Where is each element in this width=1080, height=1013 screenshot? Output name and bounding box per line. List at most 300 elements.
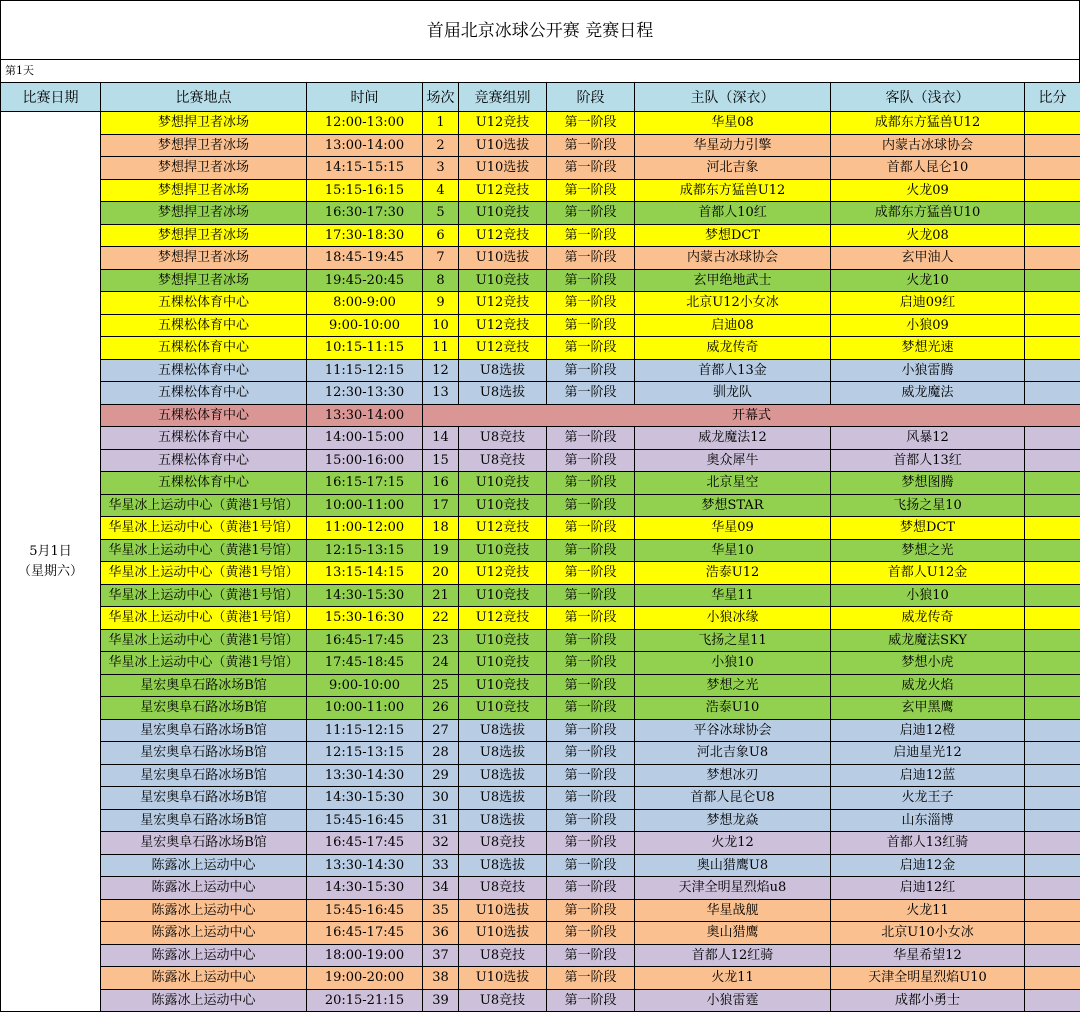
group-cell: U10选拔 [459, 922, 547, 945]
venue-cell: 五棵松体育中心 [101, 359, 307, 382]
match-no-cell: 13 [423, 382, 459, 405]
away-team-cell: 梦想之光 [831, 539, 1025, 562]
time-cell: 15:45-16:45 [307, 899, 423, 922]
home-team-cell: 华星战舰 [635, 899, 831, 922]
time-cell: 11:15-12:15 [307, 719, 423, 742]
score-cell[interactable] [1025, 517, 1080, 540]
home-team-cell: 梦想冰刃 [635, 764, 831, 787]
home-team-cell: 华星09 [635, 517, 831, 540]
score-cell[interactable] [1025, 809, 1080, 832]
venue-cell: 梦想捍卫者冰场 [101, 157, 307, 180]
time-cell: 14:00-15:00 [307, 427, 423, 450]
stage-cell: 第一阶段 [547, 494, 635, 517]
time-cell: 14:30-15:30 [307, 877, 423, 900]
group-cell: U10竞技 [459, 494, 547, 517]
venue-cell: 五棵松体育中心 [101, 382, 307, 405]
home-team-cell: 奥众犀牛 [635, 449, 831, 472]
home-team-cell: 北京星空 [635, 472, 831, 495]
score-cell[interactable] [1025, 922, 1080, 945]
home-team-cell: 奥山猎鹰U8 [635, 854, 831, 877]
home-team-cell: 平谷冰球协会 [635, 719, 831, 742]
group-cell: U8选拔 [459, 764, 547, 787]
stage-cell: 第一阶段 [547, 674, 635, 697]
stage-cell: 第一阶段 [547, 697, 635, 720]
home-team-cell: 梦想龙焱 [635, 809, 831, 832]
table-row [1, 112, 1080, 135]
away-team-cell: 梦想图腾 [831, 472, 1025, 495]
stage-cell: 第一阶段 [547, 809, 635, 832]
match-no-cell: 34 [423, 877, 459, 900]
home-team-cell: 梦想STAR [635, 494, 831, 517]
stage-cell: 第一阶段 [547, 179, 635, 202]
home-team-cell: 驯龙队 [635, 382, 831, 405]
stage-cell: 第一阶段 [547, 877, 635, 900]
group-cell: U12竞技 [459, 337, 547, 360]
stage-cell: 第一阶段 [547, 584, 635, 607]
away-team-cell: 启迪12橙 [831, 719, 1025, 742]
stage-cell: 第一阶段 [547, 764, 635, 787]
away-team-cell: 成都小勇士 [831, 989, 1025, 1012]
time-cell: 13:30-14:30 [307, 854, 423, 877]
header-time: 时间 [307, 83, 423, 112]
away-team-cell: 启迪09红 [831, 292, 1025, 315]
group-cell: U8竞技 [459, 449, 547, 472]
header-stage: 阶段 [547, 83, 635, 112]
match-no-cell: 5 [423, 202, 459, 225]
score-cell[interactable] [1025, 854, 1080, 877]
home-team-cell: 奥山猎鹰 [635, 922, 831, 945]
venue-cell: 华星冰上运动中心（黄港1号馆） [101, 517, 307, 540]
venue-cell: 华星冰上运动中心（黄港1号馆） [101, 629, 307, 652]
match-no-cell: 21 [423, 584, 459, 607]
group-cell: U12竞技 [459, 562, 547, 585]
stage-cell: 第一阶段 [547, 314, 635, 337]
score-cell[interactable] [1025, 269, 1080, 292]
group-cell: U8选拔 [459, 742, 547, 765]
score-cell[interactable] [1025, 674, 1080, 697]
stage-cell: 第一阶段 [547, 832, 635, 855]
day-label: 第1天 [0, 60, 1080, 82]
away-team-cell: 梦想小虎 [831, 652, 1025, 675]
time-cell: 12:15-13:15 [307, 742, 423, 765]
time-cell: 16:45-17:45 [307, 922, 423, 945]
time-cell: 11:00-12:00 [307, 517, 423, 540]
match-no-cell: 19 [423, 539, 459, 562]
match-no-cell: 36 [423, 922, 459, 945]
group-cell: U8选拔 [459, 809, 547, 832]
stage-cell: 第一阶段 [547, 517, 635, 540]
score-cell[interactable] [1025, 584, 1080, 607]
match-date-cell [1, 112, 101, 1012]
table-row [1, 314, 1080, 337]
group-cell: U12竞技 [459, 607, 547, 630]
home-team-cell: 威龙魔法12 [635, 427, 831, 450]
time-cell: 16:30-17:30 [307, 202, 423, 225]
venue-cell: 梦想捍卫者冰场 [101, 202, 307, 225]
match-no-cell: 32 [423, 832, 459, 855]
venue-cell: 梦想捍卫者冰场 [101, 269, 307, 292]
score-cell[interactable] [1025, 607, 1080, 630]
stage-cell: 第一阶段 [547, 427, 635, 450]
table-row [1, 269, 1080, 292]
time-cell: 18:45-19:45 [307, 247, 423, 270]
away-team-cell: 天津全明星烈焰U10 [831, 967, 1025, 990]
time-cell: 10:15-11:15 [307, 337, 423, 360]
score-cell[interactable] [1025, 134, 1080, 157]
home-team-cell: 内蒙古冰球协会 [635, 247, 831, 270]
match-no-cell: 22 [423, 607, 459, 630]
score-cell[interactable] [1025, 967, 1080, 990]
table-row [1, 764, 1080, 787]
score-cell[interactable] [1025, 719, 1080, 742]
time-cell: 10:00-11:00 [307, 697, 423, 720]
away-team-cell: 威龙传奇 [831, 607, 1025, 630]
table-row [1, 449, 1080, 472]
score-cell[interactable] [1025, 494, 1080, 517]
group-cell: U10选拔 [459, 134, 547, 157]
venue-cell: 五棵松体育中心 [101, 472, 307, 495]
match-no-cell: 35 [423, 899, 459, 922]
home-team-cell: 浩泰U12 [635, 562, 831, 585]
group-cell: U10竞技 [459, 697, 547, 720]
time-cell: 11:15-12:15 [307, 359, 423, 382]
stage-cell: 第一阶段 [547, 562, 635, 585]
away-team-cell: 首都人13红骑 [831, 832, 1025, 855]
away-team-cell: 华星希望12 [831, 944, 1025, 967]
match-no-cell: 4 [423, 179, 459, 202]
away-team-cell: 梦想光速 [831, 337, 1025, 360]
venue-cell: 梦想捍卫者冰场 [101, 112, 307, 135]
home-team-cell: 梦想之光 [635, 674, 831, 697]
stage-cell: 第一阶段 [547, 449, 635, 472]
table-row [1, 179, 1080, 202]
home-team-cell: 梦想DCT [635, 224, 831, 247]
match-no-cell: 2 [423, 134, 459, 157]
stage-cell: 第一阶段 [547, 629, 635, 652]
group-cell: U8竞技 [459, 832, 547, 855]
match-no-cell: 38 [423, 967, 459, 990]
stage-cell: 第一阶段 [547, 607, 635, 630]
time-cell: 13:30-14:30 [307, 764, 423, 787]
group-cell: U10选拔 [459, 899, 547, 922]
match-no-cell: 11 [423, 337, 459, 360]
stage-cell: 第一阶段 [547, 922, 635, 945]
match-no-cell: 20 [423, 562, 459, 585]
score-cell[interactable] [1025, 539, 1080, 562]
table-row [1, 832, 1080, 855]
away-team-cell: 玄甲黑鹰 [831, 697, 1025, 720]
time-cell: 15:45-16:45 [307, 809, 423, 832]
time-cell: 12:30-13:30 [307, 382, 423, 405]
away-team-cell: 小狼雷腾 [831, 359, 1025, 382]
stage-cell: 第一阶段 [547, 742, 635, 765]
venue-cell: 陈露冰上运动中心 [101, 854, 307, 877]
away-team-cell: 火龙11 [831, 899, 1025, 922]
table-row [1, 157, 1080, 180]
venue-cell: 华星冰上运动中心（黄港1号馆） [101, 584, 307, 607]
stage-cell: 第一阶段 [547, 652, 635, 675]
schedule-table [0, 82, 1080, 1012]
time-cell: 17:45-18:45 [307, 652, 423, 675]
away-team-cell: 火龙10 [831, 269, 1025, 292]
score-cell[interactable] [1025, 562, 1080, 585]
group-cell: U8选拔 [459, 382, 547, 405]
table-row [1, 742, 1080, 765]
time-cell: 13:30-14:00 [307, 404, 423, 427]
home-team-cell: 火龙11 [635, 967, 831, 990]
venue-cell: 陈露冰上运动中心 [101, 899, 307, 922]
venue-cell: 陈露冰上运动中心 [101, 922, 307, 945]
score-cell[interactable] [1025, 832, 1080, 855]
score-cell[interactable] [1025, 112, 1080, 135]
score-cell[interactable] [1025, 787, 1080, 810]
header-away-team: 客队（浅衣） [831, 83, 1025, 112]
match-no-cell: 10 [423, 314, 459, 337]
table-row [1, 877, 1080, 900]
header-score: 比分 [1025, 83, 1080, 112]
table-row [1, 719, 1080, 742]
score-cell[interactable] [1025, 472, 1080, 495]
venue-cell: 星宏奥阜石路冰场B馆 [101, 674, 307, 697]
venue-cell: 星宏奥阜石路冰场B馆 [101, 787, 307, 810]
ceremony-cell: 开幕式 [423, 404, 1080, 427]
time-cell: 12:00-13:00 [307, 112, 423, 135]
stage-cell: 第一阶段 [547, 787, 635, 810]
home-team-cell: 华星10 [635, 539, 831, 562]
table-row [1, 652, 1080, 675]
match-no-cell: 17 [423, 494, 459, 517]
table-row [1, 787, 1080, 810]
venue-cell: 星宏奥阜石路冰场B馆 [101, 697, 307, 720]
away-team-cell: 成都东方猛兽U12 [831, 112, 1025, 135]
group-cell: U8选拔 [459, 854, 547, 877]
group-cell: U10竞技 [459, 472, 547, 495]
home-team-cell: 华星11 [635, 584, 831, 607]
time-cell: 14:15-15:15 [307, 157, 423, 180]
group-cell: U8竞技 [459, 877, 547, 900]
time-cell: 8:00-9:00 [307, 292, 423, 315]
stage-cell: 第一阶段 [547, 989, 635, 1012]
away-team-cell: 威龙魔法SKY [831, 629, 1025, 652]
venue-cell: 陈露冰上运动中心 [101, 877, 307, 900]
away-team-cell: 小狼09 [831, 314, 1025, 337]
group-cell: U10竞技 [459, 269, 547, 292]
time-cell: 19:00-20:00 [307, 967, 423, 990]
time-cell: 14:30-15:30 [307, 584, 423, 607]
match-no-cell: 6 [423, 224, 459, 247]
group-cell: U12竞技 [459, 314, 547, 337]
match-no-cell: 29 [423, 764, 459, 787]
home-team-cell: 飞扬之星11 [635, 629, 831, 652]
score-cell[interactable] [1025, 652, 1080, 675]
header-venue: 比赛地点 [101, 83, 307, 112]
header-row [1, 83, 1080, 112]
home-team-cell: 首都人昆仑U8 [635, 787, 831, 810]
score-cell[interactable] [1025, 292, 1080, 315]
away-team-cell: 风暴12 [831, 427, 1025, 450]
time-cell: 15:15-16:15 [307, 179, 423, 202]
away-team-cell: 首都人昆仑10 [831, 157, 1025, 180]
match-no-cell: 8 [423, 269, 459, 292]
away-team-cell: 火龙王子 [831, 787, 1025, 810]
table-row [1, 697, 1080, 720]
table-row [1, 337, 1080, 360]
home-team-cell: 小狼雷霆 [635, 989, 831, 1012]
group-cell: U10竞技 [459, 584, 547, 607]
time-cell: 20:15-21:15 [307, 989, 423, 1012]
venue-cell: 陈露冰上运动中心 [101, 989, 307, 1012]
venue-cell: 五棵松体育中心 [101, 292, 307, 315]
score-cell[interactable] [1025, 764, 1080, 787]
venue-cell: 华星冰上运动中心（黄港1号馆） [101, 607, 307, 630]
stage-cell: 第一阶段 [547, 112, 635, 135]
match-weekday: （星期六） [17, 563, 83, 579]
table-row [1, 854, 1080, 877]
match-no-cell: 12 [423, 359, 459, 382]
table-row [1, 427, 1080, 450]
match-no-cell: 7 [423, 247, 459, 270]
venue-cell: 星宏奥阜石路冰场B馆 [101, 809, 307, 832]
table-row [1, 224, 1080, 247]
score-cell[interactable] [1025, 449, 1080, 472]
venue-cell: 五棵松体育中心 [101, 337, 307, 360]
group-cell: U10竞技 [459, 539, 547, 562]
score-cell[interactable] [1025, 427, 1080, 450]
group-cell: U12竞技 [459, 179, 547, 202]
venue-cell: 五棵松体育中心 [101, 404, 307, 427]
away-team-cell: 启迪星光12 [831, 742, 1025, 765]
table-row [1, 539, 1080, 562]
table-row [1, 472, 1080, 495]
score-cell[interactable] [1025, 359, 1080, 382]
time-cell: 15:00-16:00 [307, 449, 423, 472]
time-cell: 9:00-10:00 [307, 674, 423, 697]
table-row [1, 944, 1080, 967]
header-match-no: 场次 [423, 83, 459, 112]
home-team-cell: 首都人12红骑 [635, 944, 831, 967]
home-team-cell: 首都人10红 [635, 202, 831, 225]
stage-cell: 第一阶段 [547, 967, 635, 990]
time-cell: 10:00-11:00 [307, 494, 423, 517]
score-cell[interactable] [1025, 899, 1080, 922]
group-cell: U12竞技 [459, 224, 547, 247]
away-team-cell: 启迪12红 [831, 877, 1025, 900]
venue-cell: 五棵松体育中心 [101, 427, 307, 450]
score-cell[interactable] [1025, 247, 1080, 270]
stage-cell: 第一阶段 [547, 157, 635, 180]
match-no-cell: 33 [423, 854, 459, 877]
away-team-cell: 山东淄博 [831, 809, 1025, 832]
home-team-cell: 河北吉象U8 [635, 742, 831, 765]
group-cell: U10竞技 [459, 629, 547, 652]
away-team-cell: 启迪12蓝 [831, 764, 1025, 787]
match-no-cell: 14 [423, 427, 459, 450]
score-cell[interactable] [1025, 382, 1080, 405]
match-no-cell: 31 [423, 809, 459, 832]
page-title: 首届北京冰球公开赛 竞赛日程 [0, 0, 1080, 60]
stage-cell: 第一阶段 [547, 292, 635, 315]
venue-cell: 梦想捍卫者冰场 [101, 134, 307, 157]
table-row [1, 382, 1080, 405]
venue-cell: 华星冰上运动中心（黄港1号馆） [101, 494, 307, 517]
score-cell[interactable] [1025, 202, 1080, 225]
stage-cell: 第一阶段 [547, 382, 635, 405]
group-cell: U8竞技 [459, 989, 547, 1012]
group-cell: U10选拔 [459, 247, 547, 270]
home-team-cell: 首都人13金 [635, 359, 831, 382]
table-row [1, 517, 1080, 540]
table-row [1, 809, 1080, 832]
score-cell[interactable] [1025, 179, 1080, 202]
score-cell[interactable] [1025, 989, 1080, 1012]
away-team-cell: 威龙魔法 [831, 382, 1025, 405]
table-row [1, 562, 1080, 585]
score-cell[interactable] [1025, 742, 1080, 765]
score-cell[interactable] [1025, 337, 1080, 360]
score-cell[interactable] [1025, 629, 1080, 652]
venue-cell: 华星冰上运动中心（黄港1号馆） [101, 539, 307, 562]
match-no-cell: 37 [423, 944, 459, 967]
group-cell: U10竞技 [459, 652, 547, 675]
group-cell: U8选拔 [459, 359, 547, 382]
home-team-cell: 华星08 [635, 112, 831, 135]
venue-cell: 陈露冰上运动中心 [101, 944, 307, 967]
venue-cell: 梦想捍卫者冰场 [101, 179, 307, 202]
stage-cell: 第一阶段 [547, 472, 635, 495]
match-no-cell: 23 [423, 629, 459, 652]
group-cell: U10竞技 [459, 202, 547, 225]
score-cell[interactable] [1025, 877, 1080, 900]
match-no-cell: 3 [423, 157, 459, 180]
header-home-team: 主队（深衣） [635, 83, 831, 112]
time-cell: 16:15-17:15 [307, 472, 423, 495]
home-team-cell: 玄甲绝地武士 [635, 269, 831, 292]
time-cell: 18:00-19:00 [307, 944, 423, 967]
time-cell: 9:00-10:00 [307, 314, 423, 337]
match-date: 5月1日 [29, 543, 72, 559]
home-team-cell: 华星动力引擎 [635, 134, 831, 157]
time-cell: 13:15-14:15 [307, 562, 423, 585]
score-cell[interactable] [1025, 224, 1080, 247]
group-cell: U12竞技 [459, 517, 547, 540]
score-cell[interactable] [1025, 314, 1080, 337]
time-cell: 13:00-14:00 [307, 134, 423, 157]
away-team-cell: 梦想DCT [831, 517, 1025, 540]
score-cell[interactable] [1025, 944, 1080, 967]
score-cell[interactable] [1025, 157, 1080, 180]
away-team-cell: 飞扬之星10 [831, 494, 1025, 517]
away-team-cell: 启迪12金 [831, 854, 1025, 877]
table-row [1, 134, 1080, 157]
table-row [1, 494, 1080, 517]
venue-cell: 梦想捍卫者冰场 [101, 247, 307, 270]
away-team-cell: 火龙09 [831, 179, 1025, 202]
stage-cell: 第一阶段 [547, 134, 635, 157]
group-cell: U10选拔 [459, 967, 547, 990]
away-team-cell: 首都人U12金 [831, 562, 1025, 585]
venue-cell: 星宏奥阜石路冰场B馆 [101, 719, 307, 742]
venue-cell: 华星冰上运动中心（黄港1号馆） [101, 652, 307, 675]
match-no-cell: 26 [423, 697, 459, 720]
group-cell: U10竞技 [459, 674, 547, 697]
table-row [1, 584, 1080, 607]
score-cell[interactable] [1025, 697, 1080, 720]
venue-cell: 星宏奥阜石路冰场B馆 [101, 764, 307, 787]
stage-cell: 第一阶段 [547, 854, 635, 877]
match-no-cell: 39 [423, 989, 459, 1012]
time-cell: 15:30-16:30 [307, 607, 423, 630]
stage-cell: 第一阶段 [547, 359, 635, 382]
